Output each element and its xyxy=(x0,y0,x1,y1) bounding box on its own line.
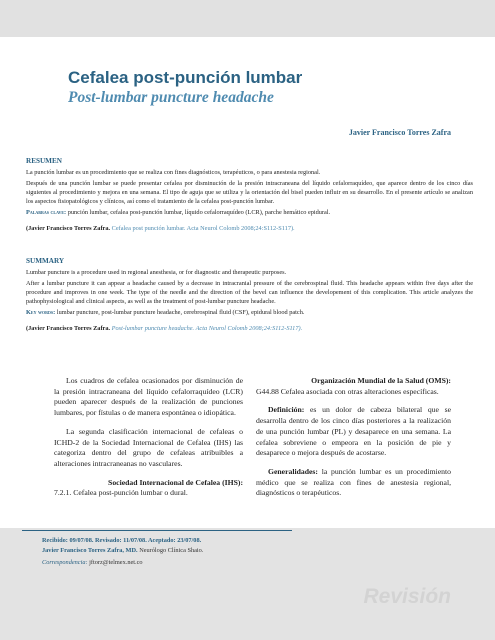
section-label: Revisión xyxy=(363,585,451,608)
resumen-kw-text: punción lumbar, cefalea post-punción lumbar, líquido cefalorraquídeo (LCR), parche hemático epidural. xyxy=(67,208,331,216)
summary-citation xyxy=(26,325,473,334)
summary-cite-text: Post-lumbar puncture headache. Acta Neurol Colomb 2008;24:S112-S117). xyxy=(111,325,303,333)
title-block xyxy=(68,68,302,107)
resumen-citation xyxy=(26,225,473,234)
summary-cite-author: (Javier Francisco Torres Zafra. xyxy=(26,325,111,333)
footer-dates: Recibido: 09/07/08. Revisado: 11/07/08. Aceptado: 23/07/08. xyxy=(42,537,202,544)
body-paragraph: Los cuadros de cefalea ocasionados por disminución de la presión intracraneana del líquido cefalorraquídeo (LCR) pueden aparecer después de la realización de punciones lumbares, por fístulas o de manera espontánea o idiopática. xyxy=(54,376,243,418)
resumen-cite-text: Cefalea post punción lumbar. Acta Neurol Colomb 2008;24:S112-S117). xyxy=(111,225,295,233)
footer-divider xyxy=(22,530,292,531)
summary-heading: SUMMARY xyxy=(26,257,65,265)
footer-author xyxy=(42,546,203,555)
article-title: Cefalea post-punción lumbar xyxy=(68,68,303,87)
corr-email[interactable]: jftorz@telmex.net.co xyxy=(89,559,143,566)
body-paragraph xyxy=(256,405,451,459)
footer-author-affil: Neurólogo Clínica Shaio. xyxy=(139,547,204,554)
author-name: Javier Francisco Torres Zafra xyxy=(348,128,451,137)
summary-kw-label: Key words: xyxy=(26,308,56,316)
header-bar xyxy=(0,0,495,37)
body-paragraph xyxy=(256,467,451,499)
summary-p2: After a lumbar puncture it can appear a headache caused by a decrease in intracranial pressure of the cerebrospinal fluid. This headache appears within five days after the procedure and improves in one week. The type of the needle and the direction of the bevel can influence the developement of this complication. This article analyzes the pathophysiological and clinical aspects, as well as the treatment of post-lumbar puncture headache. xyxy=(26,280,473,305)
article-subtitle: Post-lumbar puncture headache xyxy=(68,89,274,106)
resumen-section xyxy=(26,157,473,234)
resumen-p1: La punción lumbar es un procedimiento que se realiza con fines diagnósticos, terapéuticos, o para anestesia regional. xyxy=(26,168,321,176)
definicion-label: Definición: xyxy=(268,405,305,415)
body-paragraph xyxy=(54,478,243,499)
resumen-cite-author: (Javier Francisco Torres Zafra. xyxy=(26,225,111,233)
summary-p1: Lumbar puncture is a procedure used in regional anesthesia, or for diagnostic and therapeutic purposes. xyxy=(26,268,287,276)
definicion-text: es un dolor de cabeza bilateral que se desarrolla dentro de los cinco días posteriores a la realización de una punción lumbar (PL) y desaparece en una semana. La cefalea sobreviene o empeora en la posición de pie y desaparece o mejora después de acostarse. xyxy=(256,405,452,458)
ihs-heading: Sociedad Internacional de Cefalea (IHS): xyxy=(108,477,243,487)
resumen-keywords xyxy=(26,209,473,218)
footer-author-name: Javier Francisco Torres Zafra, MD. xyxy=(42,547,138,554)
ihs-text: 7.2.1. Cefalea post-punción lumbar o dural. xyxy=(54,488,188,498)
generalidades-text: la punción lumbar es un procedimiento médico que se realiza con fines de anestesia regional, diagnósticos o terapéuticos. xyxy=(256,466,451,498)
corr-label: Correspondencia: xyxy=(42,559,88,566)
body-paragraph xyxy=(256,376,451,397)
summary-keywords xyxy=(26,309,473,318)
body-left-column xyxy=(54,376,243,499)
resumen-heading: RESUMEN xyxy=(26,157,62,165)
body-right-column xyxy=(256,376,451,507)
resumen-kw-label: Palabras clave: xyxy=(26,208,67,216)
generalidades-label: Generalidades: xyxy=(268,466,318,476)
body-paragraph: La segunda clasificación internacional de cefaleas o ICHD-2 de la Sociedad Internacional de Cefalea (IHS) las categoriza dentro del grupo de cefaleas atribuibles a alteraciones intracraneanas no vasculares. xyxy=(54,426,243,468)
oms-heading: Organización Mundial de la Salud (OMS): xyxy=(311,376,451,385)
oms-text: G44.88 Cefalea asociada con otras alteraciones específicas. xyxy=(256,386,439,396)
summary-kw-text: lumbar puncture, post-lumbar puncture headache, cerebrospinal fluid (CSF), epidural blood patch. xyxy=(56,308,305,316)
summary-section xyxy=(26,257,473,334)
footer-correspondence xyxy=(42,558,143,567)
resumen-p2: Después de una punción lumbar se puede presentar cefalea por disminución de la presión intracraneana del líquido cefalorraquídeo, que aparece dentro de los cinco días siguientes al procedimiento y mejora en una semana. El tipo de aguja que se utiliza y la orientación del bisel pueden influir en su desarrollo. En el presente artículo se analizan los aspectos fisiopatológicos y clínicos, así como el tratamiento de la cefalea post-punción lumbar. xyxy=(26,180,473,205)
